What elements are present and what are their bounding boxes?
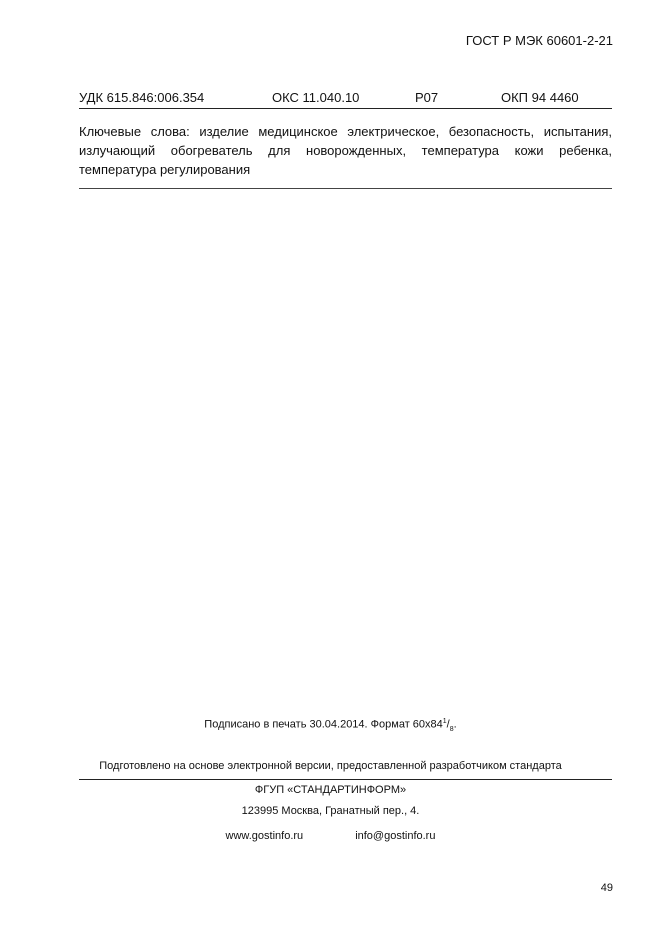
keywords-line-3: температура регулирования <box>79 162 251 177</box>
publisher-name: ФГУП «СТАНДАРТИНФОРМ» <box>254 784 407 796</box>
prepared-note: Подготовлено на основе электронной версии, предоставленной разработчиком стандарта <box>99 760 562 772</box>
website-link[interactable]: www.gostinfo.ru <box>225 830 304 842</box>
keywords-divider <box>79 188 612 189</box>
imprint-divider <box>79 779 612 780</box>
okp-code: ОКП 94 4460 <box>501 90 579 105</box>
print-signed-text: Подписано в печать 30.04.2014. Формат 60х84 <box>204 718 443 731</box>
format-fraction-denominator: 8 <box>449 725 454 733</box>
print-signed-line: Подписано в печать 30.04.2014. Формат $60х84^1/_8$. <box>204 718 457 733</box>
document-standard-number: ГОСТ Р МЭК 60601-2-21 <box>465 33 613 48</box>
publisher-address: 123995 Москва, Гранатный пер., 4. <box>241 805 420 817</box>
keywords-line-2: излучающий обогреватель для новорожденных, температура кожи ребенка, <box>79 143 612 158</box>
format-fraction-numerator: 1 <box>442 718 447 725</box>
codes-divider <box>79 108 612 109</box>
contacts-line <box>0 830 661 842</box>
page-number: 49 <box>600 882 613 894</box>
email-link[interactable]: info@gostinfo.ru <box>355 830 436 842</box>
print-signed-suffix: . <box>453 718 457 731</box>
keywords-block <box>79 122 612 179</box>
keywords-line-1: Ключевые слова: изделие медицинское электрическое, безопасность, испытания, <box>79 124 612 139</box>
oks-code: ОКС 11.040.10 <box>272 90 360 105</box>
udk-code: УДК 615.846:006.354 <box>79 90 205 105</box>
r-code: Р07 <box>415 90 439 105</box>
